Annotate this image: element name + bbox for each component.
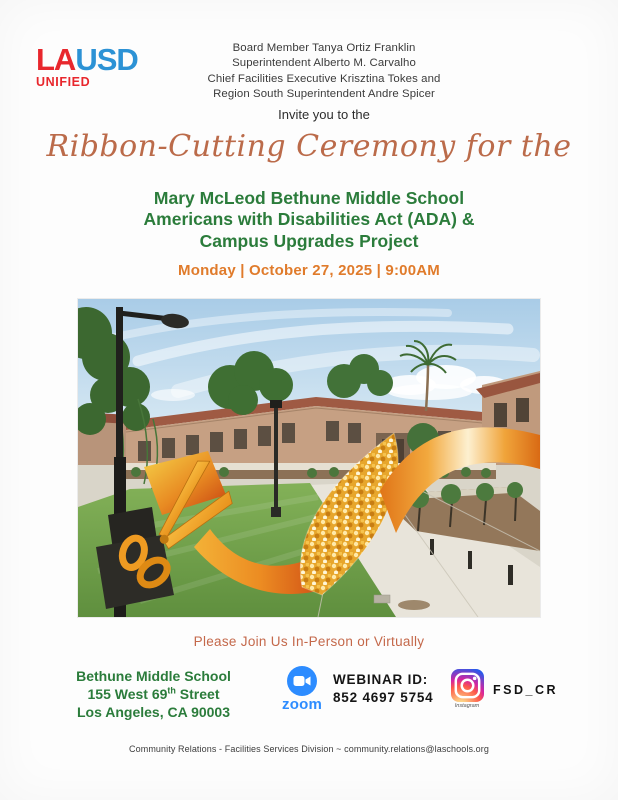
ceremony-script-title: Ribbon-Cutting Ceremony for the — [46, 129, 572, 164]
venue-address — [36, 667, 271, 722]
officials-line: Region South Superintendent Andre Spicer — [213, 88, 435, 101]
join-text: Please Join Us In-Person or Virtually — [193, 634, 425, 649]
officials-line: Chief Facilities Executive Krisztina Tokes and — [207, 72, 441, 85]
event-title — [0, 188, 618, 252]
webinar-info — [333, 671, 434, 707]
lausd-la-text: LA — [36, 42, 76, 77]
footer-contact: Community Relations - Facilities Services Division ~ community.relations@laschools.org — [129, 744, 489, 754]
instagram-logo — [448, 669, 486, 709]
officials-line: Board Member Tanya Ortiz Franklin — [232, 42, 416, 54]
lausd-logo — [36, 44, 138, 89]
zoom-logo — [277, 666, 327, 713]
officials-line: Superintendent Alberto M. Carvalho — [232, 57, 416, 70]
venue-name: Bethune Middle School — [76, 668, 231, 684]
lausd-wordmark — [36, 44, 138, 75]
instagram-icon — [451, 669, 484, 702]
webinar-id-value: 852 4697 5754 — [333, 690, 434, 706]
venue-city: Los Angeles, CA 90003 — [76, 704, 231, 721]
instagram-camera-glyph — [451, 669, 484, 702]
venue-street: 155 West 69th Street — [87, 685, 220, 703]
instagram-caption: Instagram — [454, 703, 480, 709]
event-title-line: Americans with Disabilities Act (ADA) & — [143, 209, 475, 230]
officials-list — [144, 41, 504, 103]
event-datetime: Monday | October 27, 2025 | 9:00AM — [178, 262, 440, 279]
webinar-id-label: WEBINAR ID: — [333, 672, 429, 687]
lausd-unified-text: UNIFIED — [36, 75, 91, 89]
zoom-icon — [287, 666, 317, 696]
campus-photo — [78, 299, 540, 617]
event-title-line: Campus Upgrades Project — [199, 230, 419, 251]
event-title-line: Mary McLeod Bethune Middle School — [153, 188, 465, 208]
invite-text: Invite you to the — [278, 107, 370, 122]
campus-photo-graphic — [78, 299, 540, 617]
zoom-wordmark: zoom — [282, 696, 322, 713]
lausd-usd-text: USD — [75, 42, 138, 77]
instagram-handle: FSD_CR — [493, 683, 559, 697]
